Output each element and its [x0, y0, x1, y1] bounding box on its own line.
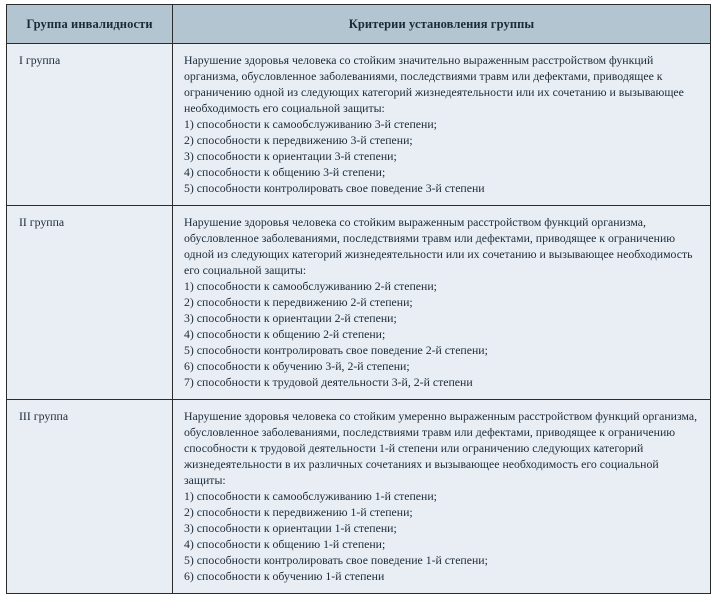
group-name-cell: II группа	[7, 206, 173, 400]
criteria-item-list	[184, 116, 700, 196]
list-item: 1) способности к самообслуживанию 2-й степени;	[184, 279, 437, 293]
criteria-item-list	[184, 278, 700, 390]
list-item: 5) способности контролировать свое поведение 3-й степени	[184, 181, 485, 195]
list-item: 3) способности к ориентации 2-й степени;	[184, 311, 397, 325]
column-header-criteria: Критерии установления группы	[173, 5, 711, 44]
criteria-item-list	[184, 488, 700, 584]
list-item: 2) способности к передвижению 1-й степени;	[184, 505, 413, 519]
table-row	[7, 400, 711, 594]
list-item: 4) способности к общению 1-й степени;	[184, 537, 386, 551]
criteria-cell	[173, 206, 711, 400]
criteria-cell	[173, 44, 711, 206]
list-item: 7) способности к трудовой деятельности 3-й, 2-й степени	[184, 375, 473, 389]
criteria-intro-text: Нарушение здоровья человека со стойким выраженным расстройством функций организма, обусловленное заболеваниями, последствиями травм или дефектами, приводящее к ограничению одной из следующих категорий жизнедеятельности или их сочетанию и вызывающее необходимость его социальной защиты:	[184, 215, 693, 277]
list-item: 3) способности к ориентации 3-й степени;	[184, 149, 397, 163]
list-item: 5) способности контролировать свое поведение 2-й степени;	[184, 343, 488, 357]
list-item: 4) способности к общению 2-й степени;	[184, 327, 386, 341]
list-item: 2) способности к передвижению 2-й степени;	[184, 295, 413, 309]
list-item: 6) способности к обучению 1-й степени	[184, 569, 385, 583]
list-item: 2) способности к передвижению 3-й степени;	[184, 133, 413, 147]
criteria-intro-text: Нарушение здоровья человека со стойким умеренно выраженным расстройством функций организма, обусловленное заболеваниями, последствиями травм или дефектами, приводящее к ограничению способности к трудовой деятельности 1-й степени или ограничению следующих категорий жизнедеятельности в их различных сочетаниях и вызывающее необходимость его социальной защиты:	[184, 409, 698, 487]
list-item: 1) способности к самообслуживанию 1-й степени;	[184, 489, 437, 503]
list-item: 5) способности контролировать свое поведение 1-й степени;	[184, 553, 488, 567]
table-body	[7, 44, 711, 594]
group-name-cell: III группа	[7, 400, 173, 594]
table-row	[7, 44, 711, 206]
list-item: 1) способности к самообслуживанию 3-й степени;	[184, 117, 437, 131]
column-header-group: Группа инвалидности	[7, 5, 173, 44]
list-item: 4) способности к общению 3-й степени;	[184, 165, 386, 179]
criteria-intro-text: Нарушение здоровья человека со стойким значительно выраженным расстройством функций организма, обусловленное заболеваниями, последствиями травм или дефектами, приводящее к ограничению одной из следующих категорий жизнедеятельности или их сочетанию и вызывающее необходимость его социальной защиты:	[184, 53, 684, 115]
disability-groups-table	[6, 4, 711, 594]
table-header	[7, 5, 711, 44]
table-row	[7, 206, 711, 400]
table-header-row	[7, 5, 711, 44]
criteria-cell	[173, 400, 711, 594]
list-item: 6) способности к обучению 3-й, 2-й степени;	[184, 359, 410, 373]
list-item: 3) способности к ориентации 1-й степени;	[184, 521, 397, 535]
group-name-cell: I группа	[7, 44, 173, 206]
